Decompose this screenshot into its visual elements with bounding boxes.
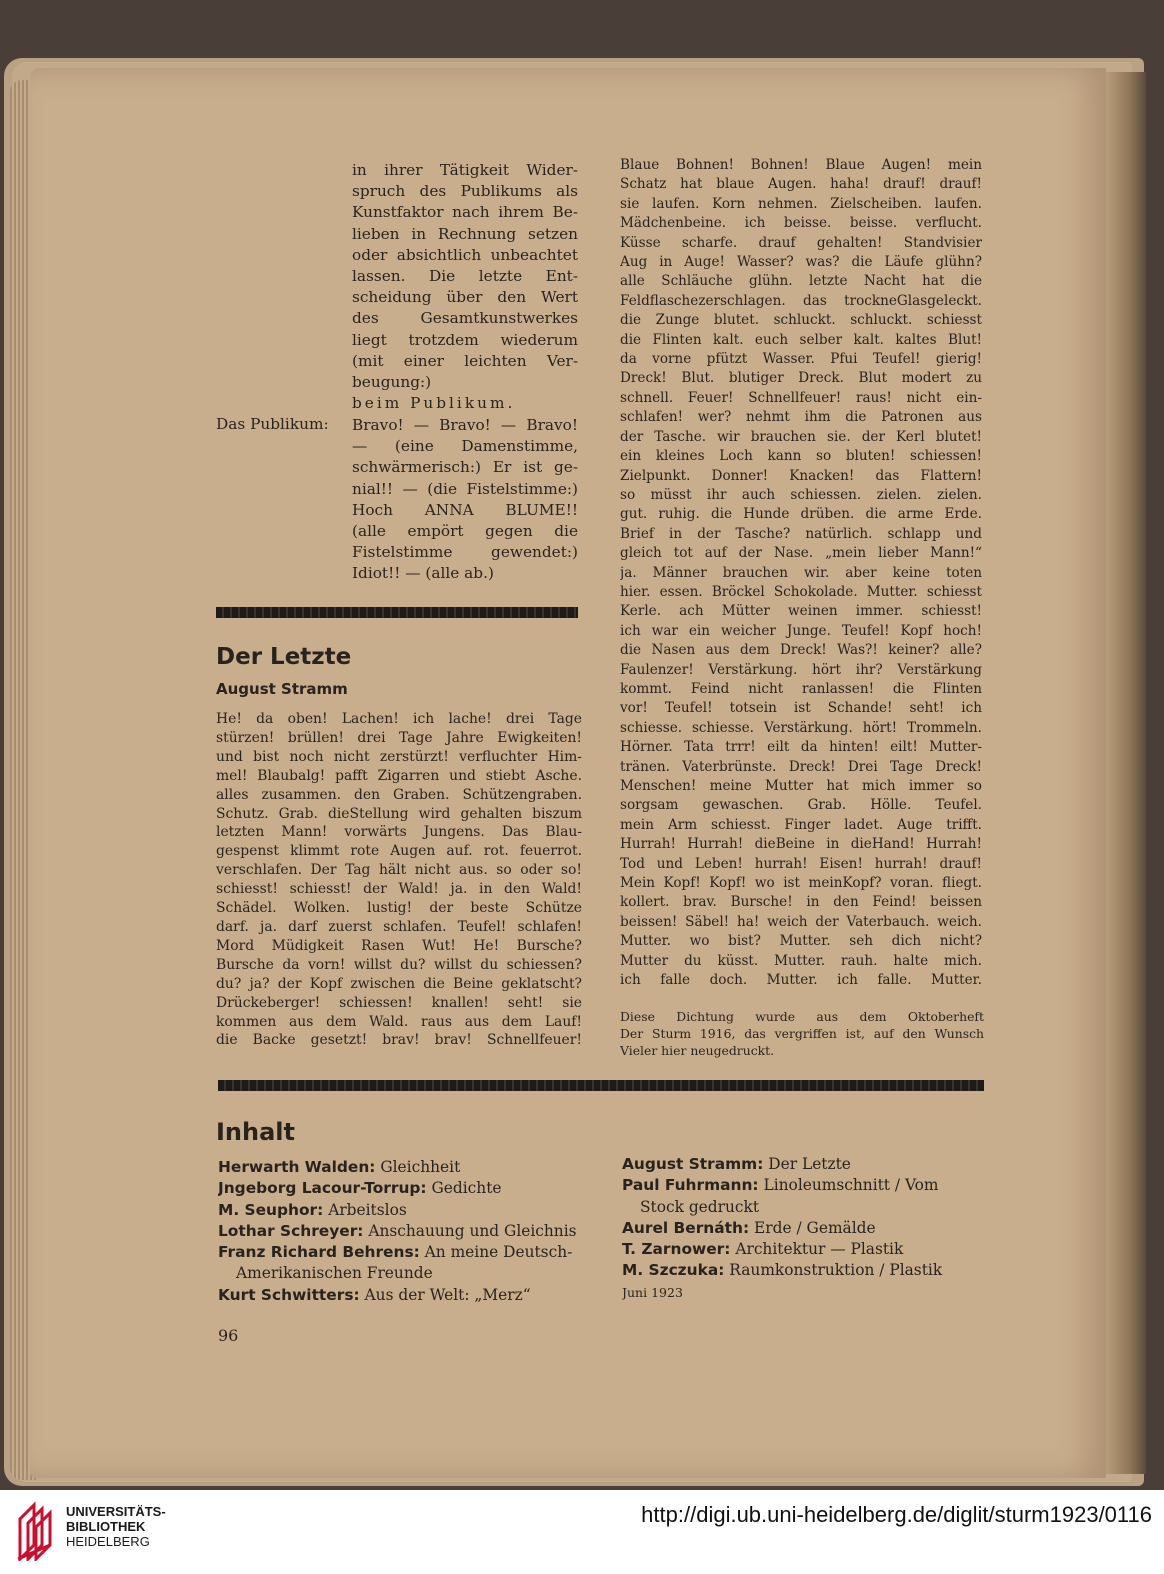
contents-title: Inhalt: [216, 1118, 295, 1146]
contents-entry: [622, 1218, 986, 1239]
spaced-text-line: beim Publikum.: [352, 394, 516, 413]
poem-line: Blaue Bohnen! Bohnen! Blaue Augen! mein: [620, 157, 982, 173]
poem-line: gespenst klimmt rote Augen auf. rot. feuerrot.: [216, 843, 582, 860]
text-line: Bravo! — Bravo! — Bravo!: [352, 416, 578, 434]
entry-work: Aus der Welt: „Merz“: [364, 1285, 531, 1304]
contents-entry: [622, 1260, 986, 1281]
poem-line: da vorne pfützt Wasser. Pfui Teufel! gierig!: [620, 351, 982, 368]
poem-line: ein kleines Loch kann so bluten! schiessen!: [620, 448, 982, 465]
poem-line: die Nasen aus dem Dreck! Was?! keiner? alle?: [620, 642, 982, 659]
poem-line: Hurrah! Hurrah! dieBeine in dieHand! Hurrah!: [620, 836, 982, 853]
speaker-label: Das Publikum:: [216, 415, 329, 433]
note-line: Der Sturm 1916, das vergriffen ist, auf den Wunsch: [620, 1026, 984, 1041]
poem-line: Mutter du küsst. Mutter. rauh. halte mich.: [620, 952, 982, 969]
entry-work: Gleichheit: [380, 1158, 461, 1176]
entry-author: M. Szczuka:: [622, 1261, 725, 1280]
text-line: nial!! — (die Fistelstimme:): [352, 479, 578, 498]
entry-author: Franz Richard Behrens:: [218, 1243, 420, 1262]
library-name-line: HEIDELBERG: [66, 1534, 150, 1549]
poem-line: Kerle. ach Mütter weinen immer. schiesst!: [620, 603, 982, 620]
poem-line: Feldflaschezerschlagen. das trockneGlasgeleckt.: [620, 292, 982, 309]
entry-author: August Stramm:: [622, 1155, 764, 1173]
entry-work: Erde / Gemälde: [754, 1218, 876, 1237]
poem-line: schlafen! wer? nehmt ihm die Patronen aus: [620, 409, 982, 426]
reprint-note: [620, 1008, 984, 1059]
poem-line: kommen aus dem Wald. raus aus dem Lauf!: [216, 1013, 582, 1030]
section-rule: [216, 607, 578, 618]
poem-line: sie laufen. Korn nehmen. Zielscheiben. laufen.: [620, 195, 982, 212]
poem-line: Bursche da vorn! willst du? willst du schiessen?: [216, 956, 582, 973]
text-line: oder absichtlich unbeachtet: [352, 245, 578, 264]
poem-line: Zielpunkt. Donner! Knacken! das Flattern!: [620, 467, 982, 484]
contents-entry: [622, 1239, 986, 1260]
entry-author: Jngeborg Lacour-Torrup:: [218, 1179, 427, 1198]
text-line: beugung:): [352, 373, 432, 392]
contents-right-list: [622, 1154, 986, 1303]
poem-right-column: [620, 156, 982, 990]
note-line: Vieler hier neugedruckt.: [620, 1043, 775, 1058]
poem-line: schiesst! schiesst! der Wald! ja. in den Wald!: [216, 881, 582, 898]
poem-line: du? ja? der Kopf zwischen die Beine geklatscht?: [216, 975, 582, 992]
poem-line: ich falle doch. Mutter. ich falle. Mutter.: [620, 972, 982, 989]
contents-entry: [622, 1175, 986, 1196]
poem-line: sorgsam gewaschen. Grab. Hölle. Teufel.: [620, 797, 982, 814]
contents-entry: [622, 1154, 986, 1175]
text-line: (alle empört gegen die: [352, 522, 578, 541]
poem-line: alles zusammen. den Graben. Schützengraben.: [216, 786, 582, 803]
poem-line: ja. Männer brauchen wir. aber keine toten: [620, 564, 982, 581]
entry-work: Architektur — Plastik: [735, 1240, 904, 1259]
poem-line: He! da oben! Lachen! ich lache! drei Tage: [216, 711, 582, 727]
poem-line: kommt. Feind nicht ranlassen! die Flinten: [620, 680, 982, 697]
poem-line: gut. ruhig. die Hunde drüben. die arme Erde.: [620, 506, 982, 523]
text-line: lieben in Rechnung setzen: [352, 224, 578, 243]
entry-author: Aurel Bernáth:: [622, 1218, 750, 1237]
poem-line: vor! Teufel! totsein ist Schande! seht! ich: [620, 700, 982, 717]
text-line: scheidung über den Wert: [352, 288, 578, 307]
poem-line: Tod und Leben! hurrah! Eisen! hurrah! drauf!: [620, 855, 982, 872]
poem-line: Mädchenbeine. ich beisse. beisse. verflucht.: [620, 215, 982, 232]
contents-entry: [218, 1157, 588, 1178]
contents-entry: [218, 1263, 588, 1284]
text-line: Kunstfaktor nach ihrem Be-: [352, 203, 578, 222]
entry-author: T. Zarnower:: [622, 1240, 731, 1259]
poem-line: schiesse. schiesse. Verstärkung. hört! Trommeln.: [620, 719, 982, 736]
page-number: 96: [218, 1326, 239, 1345]
contents-entry: [218, 1200, 588, 1221]
text-line: des Gesamtkunstwerkes: [352, 309, 578, 328]
poem-line: Hörner. Tata trrr! eilt da hinten! eilt! Mutter-: [620, 739, 982, 756]
contents-rule: [218, 1080, 984, 1091]
contents-entry: [622, 1197, 986, 1218]
poem-line: Schädel. Wolken. lustig! der beste Schütze: [216, 900, 582, 917]
contents-entry: [218, 1285, 588, 1306]
poem-line: ich war ein weicher Junge. Teufel! Kopf hoch!: [620, 622, 982, 639]
poem-line: Schutz. Grab. dieStellung wird gehalten biszum: [216, 805, 582, 822]
poem-line: und bist noch nicht zerstürzt! verfluchter Him-: [216, 748, 582, 765]
text-line: liegt trotzdem wiederum: [352, 330, 578, 349]
poem-line: mel! Blaubalg! pafft Zigarren und stiebt Asche.: [216, 767, 582, 784]
poem-line: tränen. Vaterbrünste. Dreck! Drei Tage Dreck!: [620, 758, 982, 775]
poem-line: Schatz hat blaue Augen. haha! drauf! drauf!: [620, 176, 982, 193]
poem-line: stürzen! brüllen! drei Tage Jahre Ewigkeiten!: [216, 729, 582, 746]
poem-line: gleich tot auf der Nase. „mein lieber Mann!“: [620, 545, 982, 562]
poem-line: beissen! Säbel! ha! weich der Vaterbauch. weich.: [620, 913, 982, 930]
issue-date: Juni 1923: [622, 1284, 683, 1300]
poem-line: darf. ja. darf zuerst schlafen. Teufel! schlafen!: [216, 918, 582, 935]
library-name-line: BIBLIOTHEK: [66, 1519, 146, 1534]
poem-line: hier. essen. Bröckel Schokolade. Mutter. schiesst: [620, 583, 982, 600]
text-line: lassen. Die letzte Ent-: [352, 267, 578, 286]
entry-author: M. Seuphor:: [218, 1200, 324, 1219]
source-url[interactable]: http://digi.ub.uni-heidelberg.de/diglit/sturm1923/0116: [641, 1502, 1152, 1527]
entry-author: Kurt Schwitters:: [218, 1285, 360, 1304]
poem-line: Drückeberger! schiessen! knallen! seht! sie: [216, 994, 582, 1011]
text-line: in ihrer Tätigkeit Wider-: [352, 161, 578, 179]
entry-work: Gedichte: [431, 1179, 502, 1198]
poem-line: Aug in Auge! Wasser? was? die Läufe glühn?: [620, 254, 982, 271]
note-line: Diese Dichtung wurde aus dem Oktoberheft: [620, 1009, 984, 1024]
entry-author: Lothar Schreyer:: [218, 1221, 364, 1240]
poem-line: schnell. Feuer! Schnellfeuer! raus! nicht ein-: [620, 389, 982, 406]
poem-line: Mutter. wo bist? Mutter. seh dich nicht?: [620, 933, 982, 950]
entry-work: Linoleumschnitt / Vom: [763, 1176, 939, 1195]
entry-work: An meine Deutsch-: [424, 1243, 573, 1262]
poem-left-column: [216, 710, 582, 1050]
poem-line: Mein Kopf! Kopf! wo ist meinKopf? voran. fliegt.: [620, 875, 982, 892]
poem-title: Der Letzte: [216, 644, 352, 670]
poem-line: Dreck! Blut. blutiger Dreck. Blut modert zu: [620, 370, 982, 387]
text-line: schwärmerisch:) Er ist ge-: [352, 458, 578, 477]
poem-line: Faulenzer! Verstärkung. hört ihr? Verstärkung: [620, 661, 982, 678]
contents-entry: [218, 1221, 588, 1242]
poem-line: Küsse scharfe. drauf gehalten! Standvisier: [620, 234, 982, 251]
text-line: spruch des Publikums als: [352, 182, 578, 201]
audience-speech: [352, 415, 578, 585]
library-name: [66, 1504, 166, 1549]
text-line: Hoch ANNA BLUME!!: [352, 500, 578, 519]
text-line: Idiot!! — (alle ab.): [352, 564, 494, 583]
entry-author: Herwarth Walden:: [218, 1158, 376, 1176]
poem-line: kollert. brav. Bursche! in den Feind! beissen: [620, 894, 982, 911]
poem-line: mein Arm schiesst. Finger ladet. Auge trifft.: [620, 816, 982, 833]
entry-work: Arbeitslos: [328, 1200, 407, 1219]
text-line: Fistelstimme gewendet:): [352, 543, 578, 562]
contents-entry: [218, 1242, 588, 1263]
university-library-logo-icon: [14, 1501, 56, 1561]
poem-line: alle Schläuche glühn. letzte Nacht hat die: [620, 273, 982, 290]
contents-left-list: [218, 1157, 588, 1306]
entry-work: Stock gedruckt: [640, 1197, 760, 1216]
poem-line: so müsst ihr auch schiessen. zielen. zielen.: [620, 486, 982, 503]
poem-author: August Stramm: [216, 680, 348, 698]
text-line: (mit einer leichten Ver-: [352, 351, 578, 370]
poem-line: die Backe gesetzt! brav! brav! Schnellfeuer!: [216, 1032, 582, 1049]
entry-author: Paul Fuhrmann:: [622, 1176, 759, 1195]
poem-line: Mord Müdigkeit Rasen Wut! He! Bursche?: [216, 937, 582, 954]
poem-line: die Flinten kalt. euch selber kalt. kaltes Blut!: [620, 331, 982, 348]
poem-line: die Zunge blutet. schluckt. schluckt. schiesst: [620, 312, 982, 329]
text-line: — (eine Damenstimme,: [352, 437, 578, 456]
poem-line: Menschen! meine Mutter hat mich immer so: [620, 778, 982, 794]
poem-line: letzten Mann! vorwärts Jungens. Das Blau-: [216, 824, 582, 841]
dialogue-continuation: [352, 160, 578, 414]
poem-line: Brief in der Tasche? natürlich. schlapp und: [620, 525, 982, 542]
poem-line: verschlafen. Der Tag hält nicht aus. so oder so!: [216, 862, 582, 879]
book-gutter: [1106, 72, 1146, 1474]
library-name-line: UNIVERSITÄTS-: [66, 1504, 166, 1519]
entry-work: Amerikanischen Freunde: [236, 1264, 433, 1283]
entry-work: Anschauung und Gleichnis: [368, 1221, 577, 1240]
poem-line: der Tasche. wir brauchen sie. der Kerl blutet!: [620, 428, 982, 445]
entry-work: Der Letzte: [768, 1155, 851, 1173]
library-footer: [0, 1490, 1164, 1574]
entry-work: Raumkonstruktion / Plastik: [729, 1261, 943, 1280]
contents-entry: [218, 1178, 588, 1199]
